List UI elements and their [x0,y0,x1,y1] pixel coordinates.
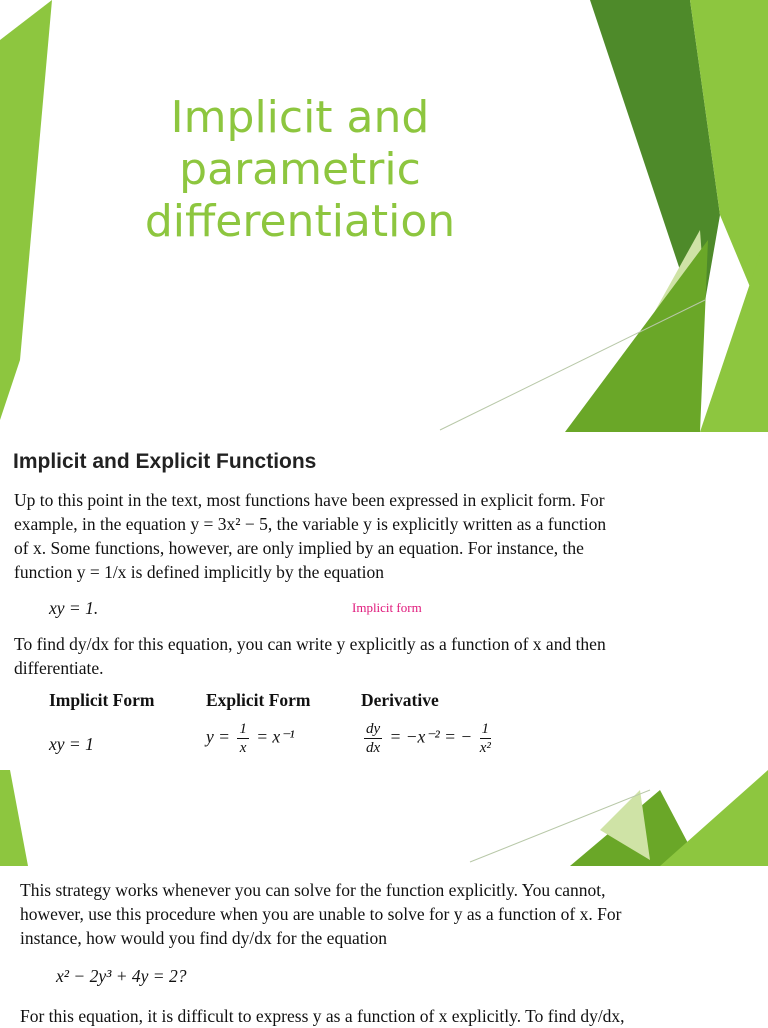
equation: xy = 1. [49,598,99,618]
left-green-triangle [0,0,52,420]
paragraph-line: example, in the equation y = 3x² − 5, the variable y is explicitly written as a function [14,514,607,534]
paragraph-line: For this equation, it is difficult to express y as a function of x explicitly. To find dy/dx, [20,1006,625,1026]
textbook-excerpt-1 [9,432,758,768]
title-line: parametric [179,144,421,195]
excerpt-paragraph [14,488,694,584]
title-line: Implicit and [170,92,430,143]
denominator: x² [479,740,491,756]
derivative-middle: = −x⁻² = − [389,726,473,747]
paragraph-line: instance, how would you find dy/dx for the equation [20,928,387,948]
left-green-triangle-lower [0,770,28,866]
explicit-lhs: y = [206,726,230,747]
equation: x² − 2y³ + 4y = 2? [56,966,187,986]
title-line: differentiation [144,196,456,247]
paragraph-line: This strategy works whenever you can solve for the function explicitly. You cannot, [20,880,606,900]
numerator: 1 [239,721,247,737]
paragraph-line: To find dy/dx for this equation, you can write y explicitly as a function of x and then [14,634,606,654]
explicit-form-cell [206,720,295,757]
paragraph-line: Up to this point in the text, most functions have been expressed in explicit form. For [14,490,605,510]
denominator: dx [366,740,381,756]
paragraph-line: differentiate. [14,658,104,678]
excerpt-paragraph [14,632,694,680]
excerpt-paragraph [20,878,728,950]
explicit-rhs: = x⁻¹ [256,726,295,747]
paragraph-line: however, use this procedure when you are unable to solve for y as a function of x. For [20,904,622,924]
implicit-form-cell: xy = 1 [49,734,94,754]
column-header-derivative: Derivative [361,690,439,710]
fraction [480,720,492,757]
textbook-excerpt-2 [0,866,768,1024]
excerpt-heading: Implicit and Explicit Functions [13,450,317,473]
fraction [237,720,249,757]
paragraph-line: function y = 1/x is defined implicitly by the equation [14,562,385,582]
fraction [364,720,382,757]
paragraph-line: of x. Some functions, however, are only implied by an equation. For instance, the [14,538,584,558]
column-header-explicit: Explicit Form [206,690,311,710]
implicit-form-annotation: Implicit form [352,600,422,615]
slide-title [100,92,500,248]
column-header-implicit: Implicit Form [49,690,155,710]
derivative-cell [361,720,494,757]
excerpt-paragraph [20,1004,740,1028]
numerator: dy [366,721,381,737]
numerator: 1 [481,721,490,737]
denominator: x [239,740,247,756]
